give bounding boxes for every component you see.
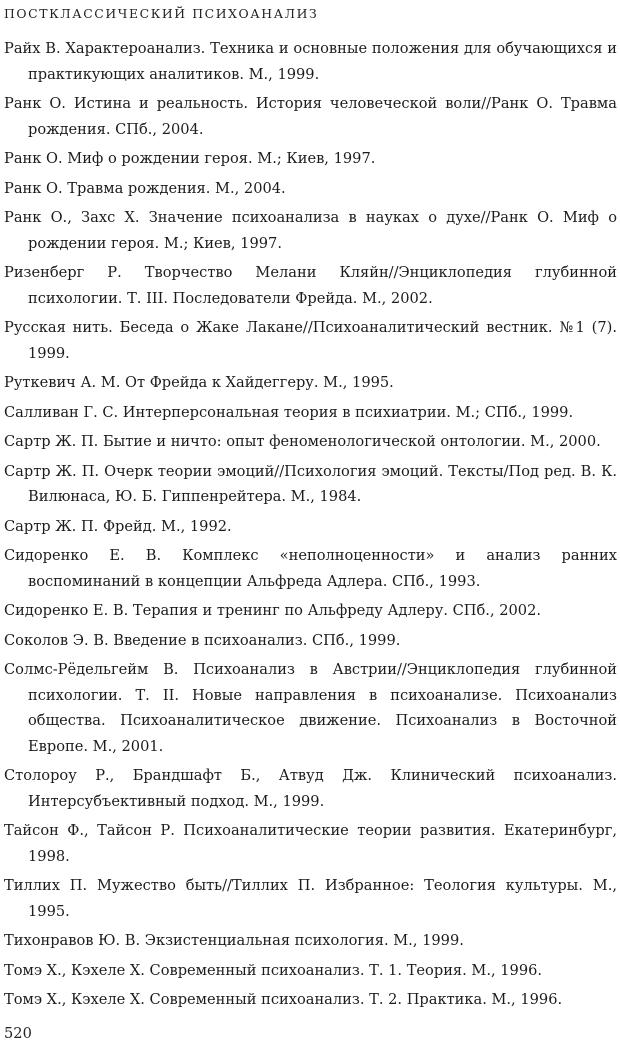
- bibliography-entry: Солмс-Рёдельгейм В. Психоанализ в Австрии//Энциклопедия глубинной психологии. Т. II. Новые направления в психоанализе. Психоанализ общества. Психоаналитическое движение. Психоанализ в Восточной Европе. М., 2001.: [4, 661, 617, 755]
- bibliography-entry: Столороу Р., Брандшафт Б., Атвуд Дж. Клинический психоанализ. Интерсубъективный подход. М., 1999.: [4, 767, 617, 810]
- bibliography-entry: Руткевич А. М. От Фрейда к Хайдеггеру. М., 1995.: [4, 374, 394, 391]
- bibliography-list: [4, 36, 617, 1017]
- bibliography-entry: Тиллих П. Мужество быть//Тиллих П. Избранное: Теология культуры. М., 1995.: [4, 877, 617, 920]
- bibliography-entry: Ризенберг Р. Творчество Мелани Кляйн//Энциклопедия глубинной психологии. Т. III. Последователи Фрейда. М., 2002.: [4, 264, 617, 307]
- bibliography-entry: Сартр Ж. П. Бытие и ничто: опыт феноменологической онтологии. М., 2000.: [4, 433, 601, 450]
- running-head: ПОСТКЛАССИЧЕСКИЙ ПСИХОАНАЛИЗ: [4, 6, 319, 21]
- bibliography-entry: Русская нить. Беседа о Жаке Лакане//Психоаналитический вестник. №1 (7). 1999.: [4, 319, 617, 362]
- bibliography-entry: Сартр Ж. П. Фрейд. М., 1992.: [4, 517, 232, 535]
- bibliography-entry: Ранк О. Истина и реальность. История человеческой воли//Ранк О. Травма рождения. СПб., 2004.: [4, 95, 617, 138]
- bibliography-entry: Сидоренко Е. В. Терапия и тренинг по Альфреду Адлеру. СПб., 2002.: [4, 602, 542, 619]
- bibliography-entry: Тайсон Ф., Тайсон Р. Психоаналитические теории развития. Екатеринбург, 1998.: [4, 822, 617, 865]
- bibliography-entry: Ранк О., Захс Х. Значение психоанализа в науках о духе//Ранк О. Миф о рождении героя. М.; Киев, 1997.: [4, 209, 617, 252]
- bibliography-entry: Сидоренко Е. В. Комплекс «неполноценности» и анализ ранних воспоминаний в концепции Альфреда Адлера. СПб., 1993.: [4, 547, 617, 590]
- bibliography-entry: Ранк О. Травма рождения. М., 2004.: [4, 179, 286, 197]
- bibliography-entry: Томэ Х., Кэхеле Х. Современный психоанализ. Т. 2. Практика. М., 1996.: [4, 991, 563, 1008]
- bibliography-entry: Ранк О. Миф о рождении героя. М.; Киев, 1997.: [4, 150, 376, 167]
- bibliography-entry: Сартр Ж. П. Очерк теории эмоций//Психология эмоций. Тексты/Под ред. В. К. Вилюнаса, Ю. Б. Гиппенрейтера. М., 1984.: [4, 462, 617, 505]
- bibliography-entry: Райх В. Характероанализ. Техника и основные положения для обучающихся и практикующих аналитиков. М., 1999.: [4, 40, 617, 83]
- page-number: 520: [4, 1025, 32, 1042]
- bibliography-entry: Салливан Г. С. Интерперсональная теория в психиатрии. М.; СПб., 1999.: [4, 403, 574, 421]
- bibliography-entry: Тихонравов Ю. В. Экзистенциальная психология. М., 1999.: [4, 932, 464, 949]
- bibliography-entry: Томэ Х., Кэхеле Х. Современный психоанализ. Т. 1. Теория. М., 1996.: [4, 961, 543, 979]
- bibliography-entry: Соколов Э. В. Введение в психоанализ. СПб., 1999.: [4, 631, 401, 649]
